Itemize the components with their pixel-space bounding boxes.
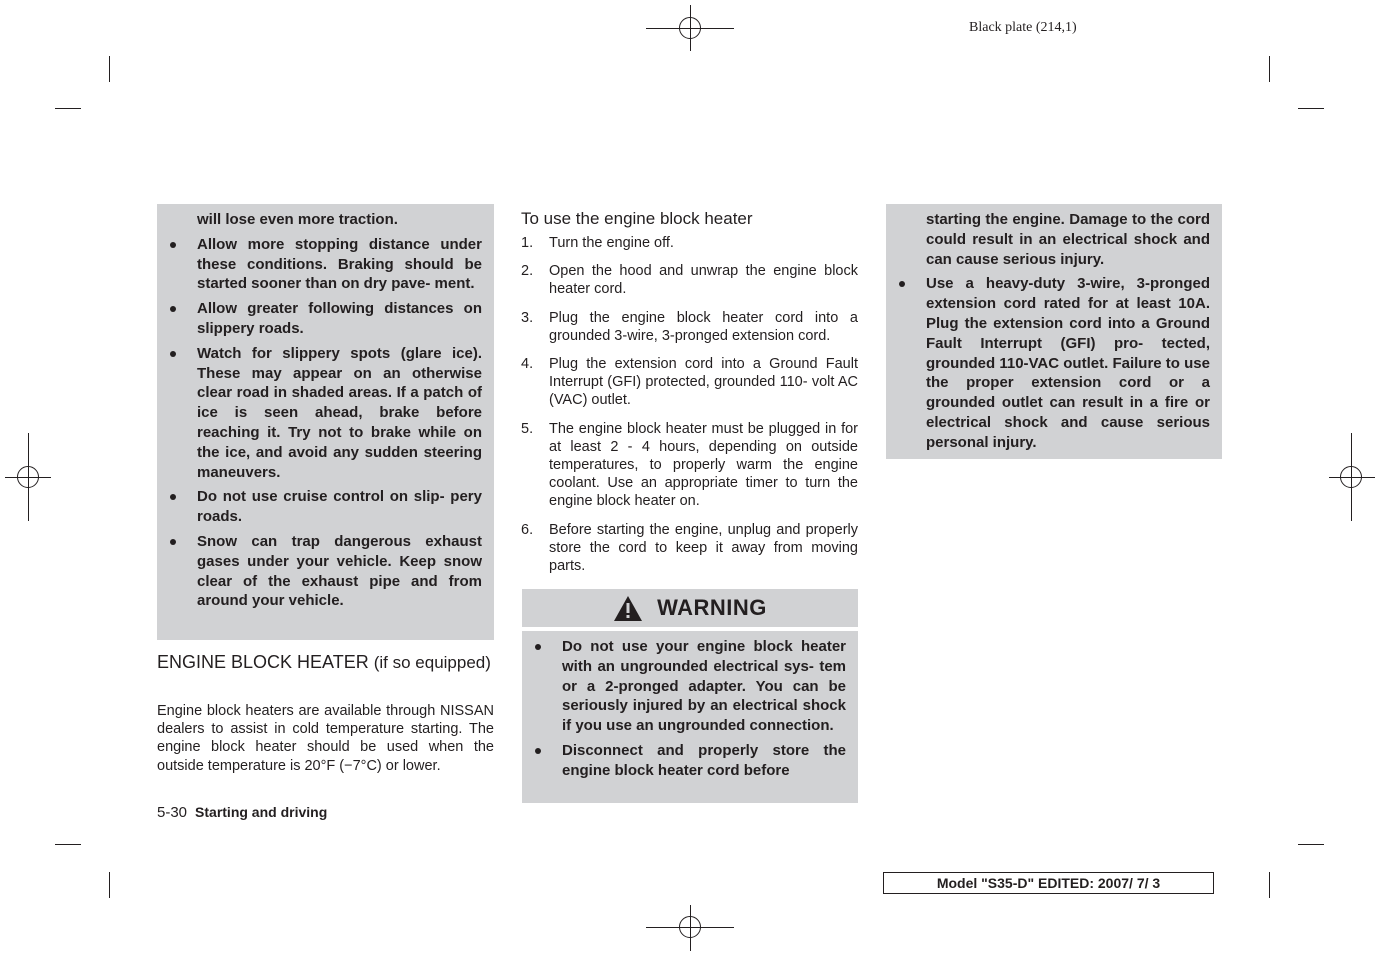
section-heading-sub: (if so equipped) <box>373 653 491 672</box>
list-item: Watch for slippery spots (glare ice). These may appear on an otherwise clear road in shaded areas. If a patch of ice is seen ahead, brake before reaching it. Try not to brake while on the ice, and avoid any sudden steering maneuvers. <box>157 344 482 483</box>
list-item <box>521 262 858 298</box>
list-item: Do not use cruise control on slip- pery roads. <box>157 487 482 527</box>
list-item: Disconnect and properly store the engine block heater cord before <box>522 741 846 781</box>
procedure-title: To use the engine block heater <box>521 209 753 228</box>
step-text: Before starting the engine, unplug and properly store the cord to keep it away from moving parts. <box>549 521 858 575</box>
page-footer <box>157 804 327 821</box>
model-edited-box: Model "S35-D" EDITED: 2007/ 7/ 3 <box>883 872 1214 894</box>
chapter-title: Starting and driving <box>195 804 328 820</box>
step-number: 6. <box>521 521 534 538</box>
list-item: Allow greater following distances on slippery roads. <box>157 299 482 339</box>
section-body: Engine block heaters are available through NISSAN dealers to assist in cold temperature starting. The engine block heater should be used when the outside temperature is 20°F (−7°C) or lower. <box>157 703 494 774</box>
left-caution-box <box>157 204 494 640</box>
right-warning-box <box>886 204 1222 459</box>
list-item: Snow can trap dangerous exhaust gases under your vehicle. Keep snow clear of the exhaust pipe and from around your vehicle. <box>157 532 482 611</box>
step-text: Open the hood and unwrap the engine block heater cord. <box>549 263 858 298</box>
step-number: 3. <box>521 309 534 326</box>
step-text: Turn the engine off. <box>549 235 674 251</box>
step-number: 5. <box>521 420 534 437</box>
list-item <box>521 521 858 576</box>
section-heading-main: ENGINE BLOCK HEATER <box>157 652 369 672</box>
page-number: 5-30 <box>157 804 188 821</box>
left-box-bullets <box>157 235 482 611</box>
warning-title: WARNING <box>657 595 767 620</box>
warning-header <box>522 589 858 627</box>
warning-triangle-icon <box>613 595 643 622</box>
list-item <box>521 420 858 511</box>
step-text: The engine block heater must be plugged in for at least 2 - 4 hours, depending on outside temperatures, to properly warm the engine coolant. Use an appropriate timer to turn the engine block heater on. <box>549 420 858 510</box>
section-heading <box>157 652 494 673</box>
left-box-continuation: will lose even more traction. <box>197 211 398 228</box>
warning-box <box>522 631 858 803</box>
right-box-continuation: starting the engine. Damage to the cord could result in an electrical shock and can cause serious injury. <box>926 211 1210 268</box>
list-item: Use a heavy-duty 3-wire, 3-pronged extension cord rated for at least 10A. Plug the extension cord into a Ground Fault Interrupt (GFI) pro- tected, grounded 110-VAC outlet. Failure to use the proper extension cord or a grounded outlet can result in a fire or electrical shock and cause serious personal injury. <box>886 274 1210 452</box>
list-item: Allow more stopping distance under these conditions. Braking should be started sooner than on dry pave- ment. <box>157 235 482 294</box>
list-item <box>521 234 858 252</box>
step-number: 2. <box>521 263 534 280</box>
step-number: 4. <box>521 356 534 373</box>
list-item <box>521 355 858 410</box>
step-text: Plug the engine block heater cord into a grounded 3-wire, 3-pronged extension cord. <box>549 309 858 344</box>
list-item: Do not use your engine block heater with an ungrounded electrical sys- tem or a 2-pronged adapter. You can be seriously injured by an electrical shock if you use an ungrounded connection. <box>522 637 846 736</box>
list-item <box>521 309 858 345</box>
step-number: 1. <box>521 235 534 251</box>
plate-label: Black plate (214,1) <box>969 20 1077 35</box>
step-text: Plug the extension cord into a Ground Fault Interrupt (GFI) protected, grounded 110- volt AC (VAC) outlet. <box>549 356 858 409</box>
right-box-bullets <box>886 274 1210 452</box>
warning-bullets <box>522 637 846 781</box>
procedure-steps <box>521 234 858 585</box>
